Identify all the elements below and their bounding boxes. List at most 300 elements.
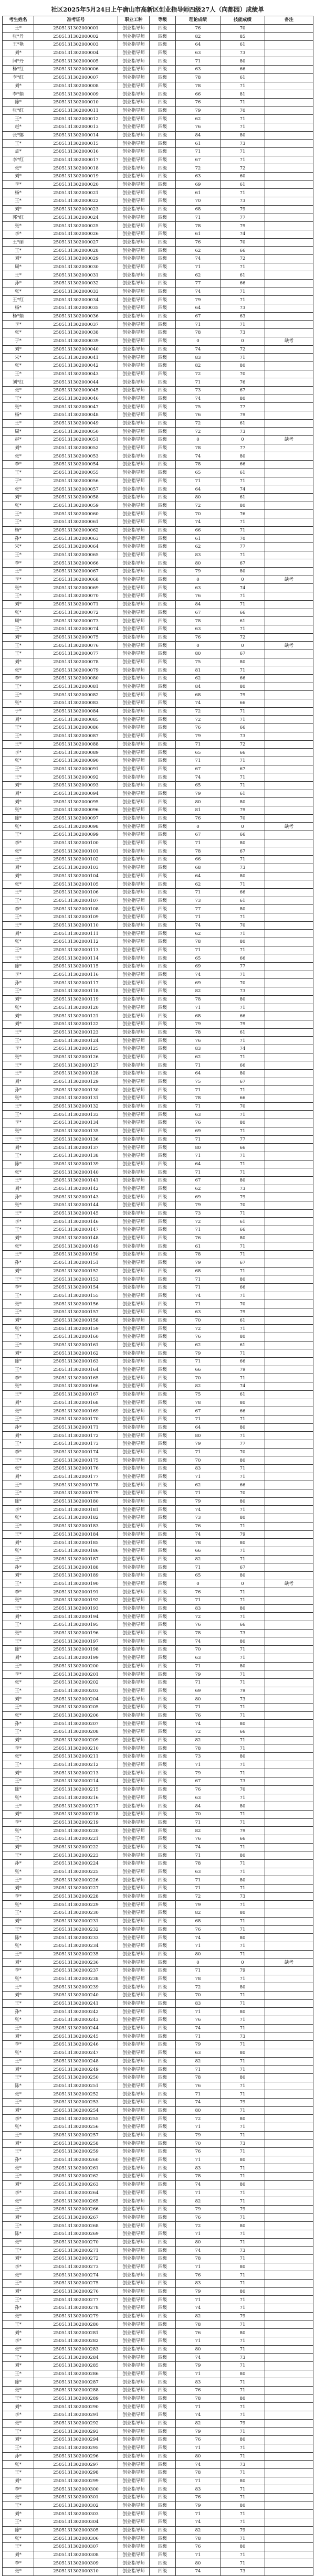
cell-skill-score: 77 [220, 963, 265, 971]
cell-ticket: 2505131302000260 [34, 2156, 118, 2164]
cell-occupation: 创业指导师 [118, 2370, 150, 2378]
cell-skill-score: 80 [220, 395, 265, 403]
cell-occupation: 创业指导师 [118, 189, 150, 197]
cell-level: 四级 [150, 2090, 176, 2099]
table-row [3, 1753, 313, 1761]
cell-name: 王* [3, 1851, 34, 1860]
cell-remark [265, 1086, 313, 1094]
cell-skill-score: 61 [220, 1390, 265, 1399]
table-body [3, 24, 313, 2575]
cell-occupation: 创业指导师 [118, 370, 150, 378]
cell-skill-score: 71 [220, 2213, 265, 2222]
cell-ticket: 2505131302000083 [34, 699, 118, 708]
cell-theory-score: 76 [176, 238, 220, 247]
table-row [3, 2387, 313, 2395]
cell-occupation: 创业指导师 [118, 1168, 150, 1177]
cell-name: 周* [3, 263, 34, 271]
cell-skill-score: 80 [220, 798, 265, 806]
cell-theory-score: 71 [176, 378, 220, 387]
cell-occupation: 创业指导师 [118, 403, 150, 411]
cell-skill-score: 71 [220, 2320, 265, 2329]
cell-skill-score: 70 [220, 370, 265, 378]
cell-remark [265, 2468, 313, 2477]
cell-skill-score: 70 [220, 1448, 265, 1456]
table-row [3, 584, 313, 592]
cell-name: 王* [3, 1209, 34, 1218]
cell-skill-score: 80 [220, 2477, 265, 2485]
cell-level: 四级 [150, 164, 176, 173]
cell-name: 王* [3, 1028, 34, 1037]
cell-skill-score: 0 [220, 1580, 265, 1588]
cell-occupation: 创业指导师 [118, 1497, 150, 1506]
cell-level: 四级 [150, 1053, 176, 1061]
cell-skill-score: 71 [220, 321, 265, 329]
cell-skill-score: 71 [220, 1127, 265, 1135]
cell-theory-score: 72 [176, 502, 220, 510]
cell-occupation: 创业指导师 [118, 395, 150, 403]
cell-skill-score: 71 [220, 707, 265, 716]
cell-remark: 缺考 [265, 436, 313, 444]
cell-theory-score: 74 [176, 921, 220, 930]
cell-theory-score: 63 [176, 625, 220, 633]
cell-skill-score: 80 [220, 2543, 265, 2551]
cell-level: 四级 [150, 2394, 176, 2403]
cell-name: 刘* [3, 872, 34, 880]
cell-theory-score: 79 [176, 568, 220, 576]
cell-occupation: 创业指导师 [118, 1374, 150, 1382]
cell-level: 四级 [150, 1810, 176, 1818]
cell-level: 四级 [150, 1489, 176, 1498]
cell-remark [265, 1135, 313, 1144]
cell-theory-score: 76 [176, 1037, 220, 1045]
cell-skill-score: 66 [220, 1226, 265, 1234]
cell-ticket: 2505131302000216 [34, 1794, 118, 1802]
cell-name: 王* [3, 271, 34, 280]
cell-name: 李* [3, 2559, 34, 2568]
cell-skill-score: 80 [220, 2180, 265, 2189]
cell-name: 王* [3, 1909, 34, 1918]
cell-name: 陈* [3, 1785, 34, 1794]
cell-name: 陈* [3, 98, 34, 107]
cell-theory-score: 79 [176, 2361, 220, 2370]
cell-occupation: 创业指导师 [118, 2280, 150, 2288]
cell-occupation: 创业指导师 [118, 280, 150, 288]
cell-ticket: 2505131302000194 [34, 1613, 118, 1621]
cell-ticket: 2505131302000092 [34, 773, 118, 782]
cell-name: 李*红 [3, 73, 34, 82]
cell-level: 四级 [150, 1571, 176, 1580]
cell-name: 王* [3, 419, 34, 428]
cell-occupation: 创业指导师 [118, 1934, 150, 1942]
cell-level: 四级 [150, 1152, 176, 1160]
cell-skill-score: 73 [220, 140, 265, 148]
cell-name: 刘* [3, 1012, 34, 1020]
table-row [3, 2148, 313, 2156]
cell-theory-score: 71 [176, 2008, 220, 2016]
cell-remark [265, 1201, 313, 1210]
cell-occupation: 创业指导师 [118, 609, 150, 617]
table-row [3, 197, 313, 206]
cell-theory-score: 71 [176, 1703, 220, 1711]
cell-theory-score: 62 [176, 115, 220, 123]
cell-ticket: 2505131302000283 [34, 2345, 118, 2354]
cell-name: 李* [3, 2485, 34, 2494]
cell-occupation: 创业指导师 [118, 131, 150, 140]
cell-ticket: 2505131302000117 [34, 979, 118, 987]
cell-level: 四级 [150, 633, 176, 642]
table-row [3, 2394, 313, 2403]
cell-ticket: 2505131302000071 [34, 600, 118, 609]
cell-remark [265, 913, 313, 921]
cell-skill-score: 70 [220, 921, 265, 930]
cell-ticket: 2505131302000288 [34, 2387, 118, 2395]
cell-theory-score: 78 [176, 1251, 220, 1259]
cell-remark [265, 1983, 313, 1992]
cell-level: 四级 [150, 1292, 176, 1300]
cell-level: 四级 [150, 1934, 176, 1942]
table-row [3, 1892, 313, 1901]
cell-skill-score: 74 [220, 1045, 265, 1053]
cell-theory-score: 71 [176, 1275, 220, 1284]
cell-level: 四级 [150, 675, 176, 683]
cell-ticket: 2505131302000279 [34, 2312, 118, 2320]
cell-name: 张* [3, 1127, 34, 1135]
table-row [3, 2378, 313, 2387]
cell-level: 四级 [150, 1333, 176, 1342]
cell-level: 四级 [150, 214, 176, 222]
table-row [3, 2354, 313, 2362]
cell-ticket: 2505131302000300 [34, 2485, 118, 2494]
cell-level: 四级 [150, 2271, 176, 2280]
table-row [3, 600, 313, 609]
table-row [3, 543, 313, 551]
cell-level: 四级 [150, 1835, 176, 1843]
cell-ticket: 2505131302000269 [34, 2230, 118, 2238]
cell-level: 四级 [150, 2468, 176, 2477]
cell-ticket: 2505131302000156 [34, 1300, 118, 1308]
cell-occupation: 创业指导师 [118, 1885, 150, 1893]
cell-theory-score: 70 [176, 1646, 220, 1654]
cell-remark [265, 2296, 313, 2304]
cell-remark [265, 740, 313, 749]
cell-level: 四级 [150, 707, 176, 716]
cell-skill-score: 79 [220, 1308, 265, 1316]
cell-remark [265, 82, 313, 90]
cell-name: 王* [3, 921, 34, 930]
cell-skill-score: 80 [220, 1851, 265, 1860]
cell-ticket: 2505131302000124 [34, 1037, 118, 1045]
cell-theory-score: 71 [176, 148, 220, 156]
cell-remark [265, 33, 313, 41]
cell-skill-score: 71 [220, 773, 265, 782]
cell-theory-score: 71 [176, 1004, 220, 1012]
cell-theory-score: 84 [176, 600, 220, 609]
cell-remark [265, 1753, 313, 1761]
cell-occupation: 创业指导师 [118, 411, 150, 420]
cell-occupation: 创业指导师 [118, 1333, 150, 1342]
cell-name: 张* [3, 222, 34, 230]
cell-theory-score: 78 [176, 1399, 220, 1407]
cell-name: 宋* [3, 354, 34, 362]
cell-skill-score: 71 [220, 1160, 265, 1168]
cell-occupation: 创业指导师 [118, 2131, 150, 2139]
cell-ticket: 2505131302000229 [34, 1901, 118, 1909]
table-row [3, 2024, 313, 2032]
cell-name: 王* [3, 2222, 34, 2230]
cell-remark [265, 2287, 313, 2296]
cell-skill-score: 71 [220, 2378, 265, 2387]
cell-ticket: 2505131302000036 [34, 312, 118, 321]
cell-theory-score: 72 [176, 370, 220, 378]
cell-theory-score: 70 [176, 1810, 220, 1818]
cell-level: 四级 [150, 1366, 176, 1374]
cell-occupation: 创业指导师 [118, 823, 150, 831]
cell-level: 四级 [150, 1037, 176, 1045]
cell-skill-score: 80 [220, 1176, 265, 1185]
table-row [3, 1407, 313, 1415]
cell-name: 王* [3, 2296, 34, 2304]
cell-remark [265, 57, 313, 66]
cell-remark [265, 617, 313, 625]
cell-remark [265, 1440, 313, 1448]
cell-level: 四级 [150, 888, 176, 897]
cell-name: 刘* [3, 716, 34, 724]
cell-theory-score: 79 [176, 2502, 220, 2510]
cell-occupation: 创业指导师 [118, 2173, 150, 2181]
table-row [3, 378, 313, 387]
cell-skill-score: 63 [220, 312, 265, 321]
cell-ticket: 2505131302000155 [34, 1292, 118, 1300]
cell-level: 四级 [150, 1209, 176, 1218]
cell-ticket: 2505131302000084 [34, 707, 118, 716]
cell-theory-score: 0 [176, 436, 220, 444]
cell-skill-score: 66 [220, 280, 265, 288]
cell-skill-score: 71 [220, 1999, 265, 2008]
cell-name: 王* [3, 1390, 34, 1399]
cell-remark [265, 510, 313, 518]
cell-theory-score: 74 [176, 2518, 220, 2527]
cell-occupation: 创业指导师 [118, 1300, 150, 1308]
cell-name: 李* [3, 1966, 34, 1975]
cell-level: 四级 [150, 1481, 176, 1489]
table-row [3, 1613, 313, 1621]
cell-skill-score: 66 [220, 1621, 265, 1630]
cell-remark [265, 461, 313, 469]
cell-occupation: 创业指导师 [118, 1637, 150, 1646]
table-row [3, 2205, 313, 2213]
cell-remark [265, 73, 313, 82]
cell-remark [265, 1489, 313, 1498]
table-row [3, 1473, 313, 1481]
cell-occupation: 创业指导师 [118, 913, 150, 921]
cell-name: 王* [3, 724, 34, 732]
cell-occupation: 创业指导师 [118, 1604, 150, 1613]
cell-occupation: 创业指导师 [118, 1654, 150, 1662]
table-row [3, 24, 313, 33]
cell-remark [265, 1407, 313, 1415]
cell-occupation: 创业指导师 [118, 1506, 150, 1514]
cell-occupation: 创业指导师 [118, 1950, 150, 1958]
cell-skill-score: 60 [220, 173, 265, 181]
cell-remark [265, 2090, 313, 2099]
cell-theory-score: 73 [176, 897, 220, 905]
cell-ticket: 2505131302000218 [34, 1810, 118, 1818]
table-row [3, 2518, 313, 2527]
cell-name: 张* [3, 699, 34, 708]
cell-theory-score: 79 [176, 1440, 220, 1448]
cell-skill-score: 80 [220, 1070, 265, 1078]
cell-name: 张* [3, 938, 34, 946]
table-row [3, 831, 313, 839]
table-row [3, 321, 313, 329]
cell-name: 张* [3, 847, 34, 856]
cell-skill-score: 71 [220, 971, 265, 979]
cell-level: 四级 [150, 444, 176, 452]
cell-level: 四级 [150, 1687, 176, 1695]
cell-occupation: 创业指导师 [118, 691, 150, 699]
table-row [3, 724, 313, 732]
cell-skill-score: 80 [220, 1909, 265, 1918]
cell-ticket: 2505131302000088 [34, 740, 118, 749]
cell-remark [265, 921, 313, 930]
cell-name: 刘* [3, 1349, 34, 1358]
cell-ticket: 2505131302000082 [34, 691, 118, 699]
cell-level: 四级 [150, 1218, 176, 1226]
cell-remark [265, 625, 313, 633]
cell-remark [265, 230, 313, 238]
cell-level: 四级 [150, 280, 176, 288]
cell-occupation: 创业指导师 [118, 2255, 150, 2263]
cell-name: 王* [3, 2024, 34, 2032]
cell-ticket: 2505131302000113 [34, 946, 118, 954]
cell-theory-score: 76 [176, 2387, 220, 2395]
cell-skill-score: 80 [220, 658, 265, 666]
cell-remark [265, 296, 313, 304]
table-row [3, 1637, 313, 1646]
cell-skill-score: 66 [220, 66, 265, 74]
cell-level: 四级 [150, 872, 176, 880]
cell-occupation: 创业指导师 [118, 839, 150, 847]
cell-occupation: 创业指导师 [118, 469, 150, 477]
header-ticket: 准考证号 [34, 16, 118, 25]
cell-level: 四级 [150, 576, 176, 584]
cell-ticket: 2505131302000178 [34, 1481, 118, 1489]
cell-ticket: 2505131302000224 [34, 1860, 118, 1868]
cell-remark [265, 1794, 313, 1802]
table-row [3, 510, 313, 518]
table-row [3, 2049, 313, 2057]
cell-theory-score: 80 [176, 2559, 220, 2568]
cell-remark: 缺考 [265, 642, 313, 650]
cell-ticket: 2505131302000183 [34, 1522, 118, 1530]
cell-name: 刘* [3, 2436, 34, 2444]
cell-theory-score: 76 [176, 2271, 220, 2280]
cell-ticket: 2505131302000074 [34, 625, 118, 633]
table-row [3, 485, 313, 494]
table-row [3, 2057, 313, 2066]
cell-theory-score: 83 [176, 1465, 220, 1473]
cell-remark [265, 987, 313, 996]
cell-theory-score: 71 [176, 1358, 220, 1366]
cell-remark [265, 1596, 313, 1605]
cell-name: 李* [3, 971, 34, 979]
cell-ticket: 2505131302000081 [34, 683, 118, 691]
table-row [3, 1020, 313, 1028]
cell-occupation: 创业指导师 [118, 263, 150, 271]
cell-occupation: 创业指导师 [118, 2387, 150, 2395]
cell-skill-score: 0 [220, 337, 265, 345]
cell-skill-score: 80 [220, 1802, 265, 1811]
cell-remark: 缺考 [265, 823, 313, 831]
cell-theory-score: 79 [176, 732, 220, 740]
cell-level: 四级 [150, 1506, 176, 1514]
cell-skill-score: 67 [220, 847, 265, 856]
cell-level: 四级 [150, 82, 176, 90]
cell-theory-score: 71 [176, 1966, 220, 1975]
cell-ticket: 2505131302000265 [34, 2197, 118, 2206]
cell-skill-score: 71 [220, 2468, 265, 2477]
cell-ticket: 2505131302000142 [34, 1185, 118, 1193]
cell-ticket: 2505131302000241 [34, 1999, 118, 2008]
cell-theory-score: 71 [176, 2551, 220, 2559]
cell-theory-score: 66 [176, 1547, 220, 1555]
cell-remark [265, 107, 313, 115]
cell-theory-score: 71 [176, 1761, 220, 1769]
cell-level: 四级 [150, 1555, 176, 1563]
cell-skill-score: 80 [220, 1456, 265, 1465]
cell-theory-score: 71 [176, 2263, 220, 2271]
cell-skill-score: 66 [220, 749, 265, 757]
cell-skill-score: 79 [220, 2419, 265, 2428]
cell-ticket: 2505131302000236 [34, 1958, 118, 1967]
cell-ticket: 2505131302000116 [34, 971, 118, 979]
cell-remark [265, 1571, 313, 1580]
cell-theory-score: 71 [176, 1086, 220, 1094]
cell-level: 四级 [150, 2148, 176, 2156]
cell-occupation: 创业指导师 [118, 897, 150, 905]
cell-occupation: 创业指导师 [118, 2526, 150, 2535]
table-row [3, 1999, 313, 2008]
cell-skill-score: 71 [220, 1646, 265, 1654]
cell-name: 刘* [3, 2287, 34, 2296]
cell-name: 杨* [3, 189, 34, 197]
cell-skill-score: 71 [220, 2024, 265, 2032]
cell-name: 张* [3, 1901, 34, 1909]
cell-occupation: 创业指导师 [118, 732, 150, 740]
cell-skill-score: 71 [220, 2345, 265, 2354]
cell-ticket: 2505131302000290 [34, 2403, 118, 2411]
cell-level: 四级 [150, 2493, 176, 2502]
cell-occupation: 创业指导师 [118, 1061, 150, 1070]
cell-name: 王* [3, 2073, 34, 2082]
cell-remark [265, 1744, 313, 1753]
cell-remark [265, 452, 313, 461]
cell-occupation: 创业指导师 [118, 1489, 150, 1498]
cell-occupation: 创业指导师 [118, 2354, 150, 2362]
cell-occupation: 创业指导师 [118, 205, 150, 214]
cell-name: 陈* [3, 2230, 34, 2238]
cell-theory-score: 71 [176, 214, 220, 222]
table-row [3, 1086, 313, 1094]
cell-ticket: 2505131302000161 [34, 1341, 118, 1349]
cell-level: 四级 [150, 600, 176, 609]
cell-occupation: 创业指导师 [118, 699, 150, 708]
cell-remark [265, 98, 313, 107]
cell-level: 四级 [150, 847, 176, 856]
cell-name: 宋* [3, 543, 34, 551]
cell-skill-score: 66 [220, 1728, 265, 1737]
cell-ticket: 2505131302000274 [34, 2271, 118, 2280]
